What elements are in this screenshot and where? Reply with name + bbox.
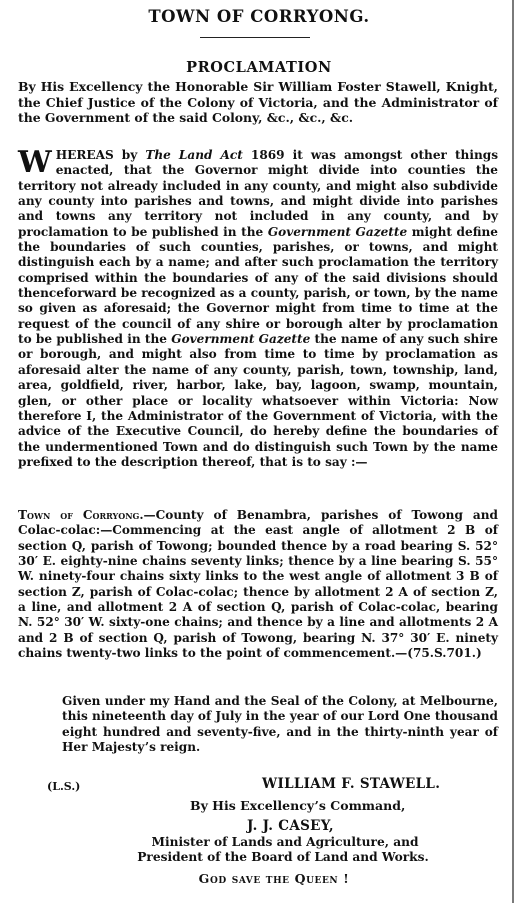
page-edge-shadow — [512, 0, 514, 903]
notice-title: TOWN OF CORRYONG. — [148, 7, 370, 26]
minister-line-2: President of the Board of Land and Works. — [137, 850, 429, 865]
whereas-paragraph — [18, 145, 498, 470]
given-under-hand: Given under my Hand and the Seal of the Colony, at Melbourne, this nineteenth day of July in the year of our Lord One thousand eight hundred and seventy-five, and in the thirty-ninth year of Her Majesty’s reign. — [62, 694, 498, 754]
boundary-description — [18, 508, 498, 661]
drop-cap: W — [18, 145, 52, 180]
whereas-text-3: might define the boundaries of such counties, parishes, or towns, and might distinguish each by a name; and after such proclamation the territory comprised within the boundaries of any of the said divisions should thenceforward be recognized as a county, parish, or town, by the name so given as aforesaid; the Governor might from time to time at the request of the council of any shire or borough alter by proclamation to be published in the — [18, 224, 498, 347]
gazette-title-1: Government Gazette — [267, 224, 408, 239]
proclamation-heading: PROCLAMATION — [186, 59, 332, 76]
boundary-text: —County of Benambra, parishes of Towong and Colac-colac:—Commencing at the east angle of allotment 2 B of section Q, parish of Towong; bounded thence by a road bearing S. 52° 30′ E. eighty-nine chains seventy links; thence by a line bearing S. 55° W. ninety-four chains sixty links to the west angle of allotment 3 B of section Z, parish of Colac-colac; thence by allotment 2 A of section Z, a line, and allotment 2 A of section Q, parish of Colac-colac, bearing N. 52° 30′ W. sixty-one chains; and thence by a line and allotments 2 A and 2 B of section Q, parish of Towong, bearing N. 37° 30′ E. ninety chains twenty-two links to the point of commencement.—(75.S.701.) — [18, 508, 498, 661]
minister-title — [0, 835, 518, 866]
gazette-title-2: Government Gazette — [171, 332, 311, 347]
whereas-text-4: the name of any such shire or borough, and might also from time to time by proclamation as aforesaid alter the name of any county, parish, town, township, land, area, goldfield, river, harbor, lake, bay, lagoon, swamp, mountain, glen, or other place or locality whatsoever within Victoria: Now therefore I, the Administrator of the Government of Victoria, with the advice of the Executive Council, do hereby define the boundaries of the undermentioned Town and do distinguish such Town by the name prefixed to the description thereof, that is to say :— — [18, 332, 498, 469]
signer-name: WILLIAM F. STAWELL. — [262, 776, 441, 792]
town-name: Town of Corryong. — [18, 508, 144, 522]
closing-line: God save the Queen ! — [198, 871, 350, 886]
countersigner-name: J. J. CASEY, — [247, 818, 334, 834]
whereas-text-1: HEREAS by — [55, 148, 146, 162]
minister-line-1: Minister of Lands and Agriculture, and — [151, 835, 419, 849]
seal-mark: (L.S.) — [47, 780, 81, 793]
command-line: By His Excellency’s Command, — [190, 798, 406, 813]
title-divider — [200, 37, 310, 38]
intro-paragraph: By His Excellency the Honorable Sir William Foster Stawell, Knight, the Chief Justice of the Colony of Victoria, and the Administrator of the Government of the said Colony, &c., &c., &c. — [18, 79, 498, 125]
whereas-text-2: 1869 it was amongst other things enacted, that the Governor might divide into counties the territory not already included in any county, and might also subdivide any county into parishes and towns, and might divide into parishes and towns any territory not included in any county, and by proclamation to be published in the — [18, 148, 498, 239]
land-act-title: The Land Act — [145, 148, 243, 162]
